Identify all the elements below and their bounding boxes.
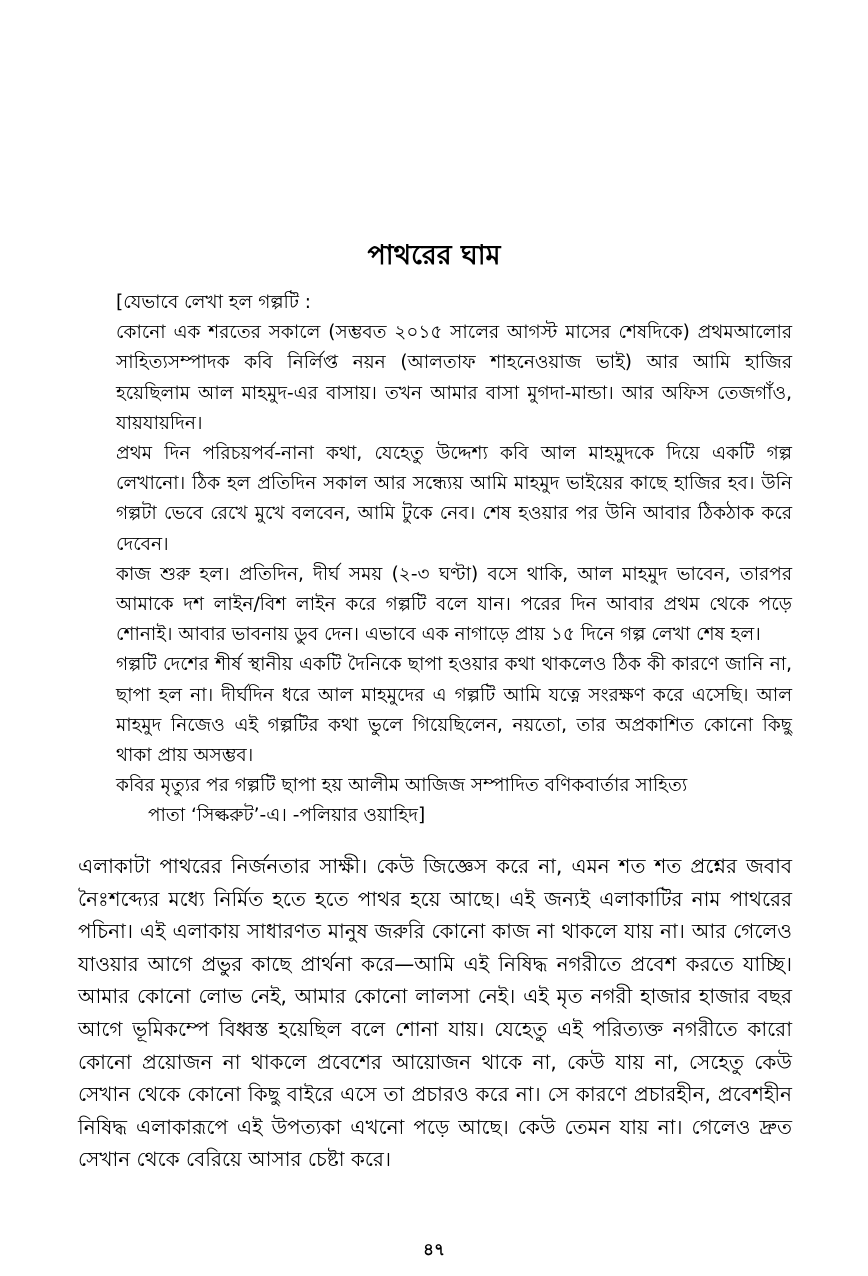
intro-paragraph: প্রথম দিন পরিচয়পর্ব-নানা কথা, যেহেতু উদ্দেশ্য কবি আল মাহমুদকে দিয়ে একটি গল্প লেখানো। ঠিক হল প্রতিদিন সকাল আর সন্ধ্যেয় আমি মাহমুদ ভাইয়ের কাছে হাজির হব। উনি গল্পটা ভেবে রেখে মুখে বলবেন, আমি টুকে নেব। শেষ হওয়ার পর উনি আবার ঠিকঠাক করে দেবেন। [116, 443, 792, 555]
intro-paragraph: কাজ শুরু হল। প্রতিদিন, দীর্ঘ সময় (২-৩ ঘণ্টা) বসে থাকি, আল মাহমুদ ভাবেন, তারপর আমাকে দশ লাইন/বিশ লাইন করে গল্পটি বলে যান। পরের দিন আবার প্রথম থেকে পড়ে শোনাই। আবার ভাবনায় ডুব দেন। এভাবে এক নাগাড়ে প্রায় ১৫ দিনে গল্প লেখা শেষ হল। [116, 563, 792, 646]
intro-paragraph: কবির মৃত্যুর পর গল্পটি ছাপা হয় আলীম আজিজ সম্পাদিত বণিকবার্তার সাহিত্য [116, 775, 688, 797]
page-number: ৪৭ [422, 1240, 446, 1260]
story-paragraph: এলাকাটা পাথরের নির্জনতার সাক্ষী। কেউ জিজ্ঞেস করে না, এমন শত শত প্রশ্নের জবাব নৈঃশব্দ্যের মধ্যে নির্মিত হতে হতে পাথর হয়ে আছে। এই জন্যই এলাকাটির নাম পাথরের পচিনা। এই এলাকায় সাধারণত মানুষ জরুরি কোনো কাজ না থাকলে যায় না। আর গেলেও যাওয়ার আগে প্রভুর কাছে প্রার্থনা করে—আমি এই নিষিদ্ধ নগরীতে প্রবেশ করতে যাচ্ছি। আমার কোনো লোভ নেই, আমার কোনো লালসা নেই। এই মৃত নগরী হাজার হাজার বছর আগে ভূমিকম্পে বিধ্বস্ত হয়েছিল বলে শোনা যায়। যেহেতু এই পরিত্যক্ত নগরীতে কারো কোনো প্রয়োজন না থাকলে প্রবেশের আয়োজন থাকে না, কেউ যায় না, সেহেতু কেউ সেখান থেকে কোনো কিছু বাইরে এসে তা প্রচারও করে না। সে কারণে প্রচারহীন, প্রবেশহীন নিষিদ্ধ এলাকারূপে এই উপত্যকা এখনো পড়ে আছে। কেউ তেমন যায় না। গেলেও দ্রুত সেখান থেকে বেরিয়ে আসার চেষ্টা করে। [78, 854, 792, 1172]
intro-note [116, 288, 792, 832]
intro-paragraph: গল্পটি দেশের শীর্ষ স্থানীয় একটি দৈনিকে ছাপা হওয়ার কথা থাকলেও ঠিক কী কারণে জানি না, ছাপা হল না। দীর্ঘদিন ধরে আল মাহমুদের এ গল্পটি আমি যত্নে সংরক্ষণ করে এসেছি। আল মাহমুদ নিজেও এই গল্পটির কথা ভুলে গিয়েছিলেন, নয়তো, তার অপ্রকাশিত কোনো কিছু থাকা প্রায় অসম্ভব। [116, 654, 792, 767]
chapter-title: পাথরের ঘাম [367, 240, 501, 271]
intro-heading: [যেভাবে লেখা হল গল্পটি : [116, 292, 312, 313]
intro-closing: পাতা ‘সিল্করুট’-এ। -পলিয়ার ওয়াহিদ] [148, 805, 426, 827]
intro-paragraph: কোনো এক শরতের সকালে (সম্ভবত ২০১৫ সালের আগস্ট মাসের শেষদিকে) প্রথমআলোর সাহিত্যসম্পাদক কবি নির্লিপ্ত নয়ন (আলতাফ শাহনেওয়াজ ভাই) আর আমি হাজির হয়েছিলাম আল মাহমুদ-এর বাসায়। তখন আমার বাসা মুগদা-মান্ডা। আর অফিস তেজগাঁও, যায়যায়দিন। [116, 322, 792, 434]
